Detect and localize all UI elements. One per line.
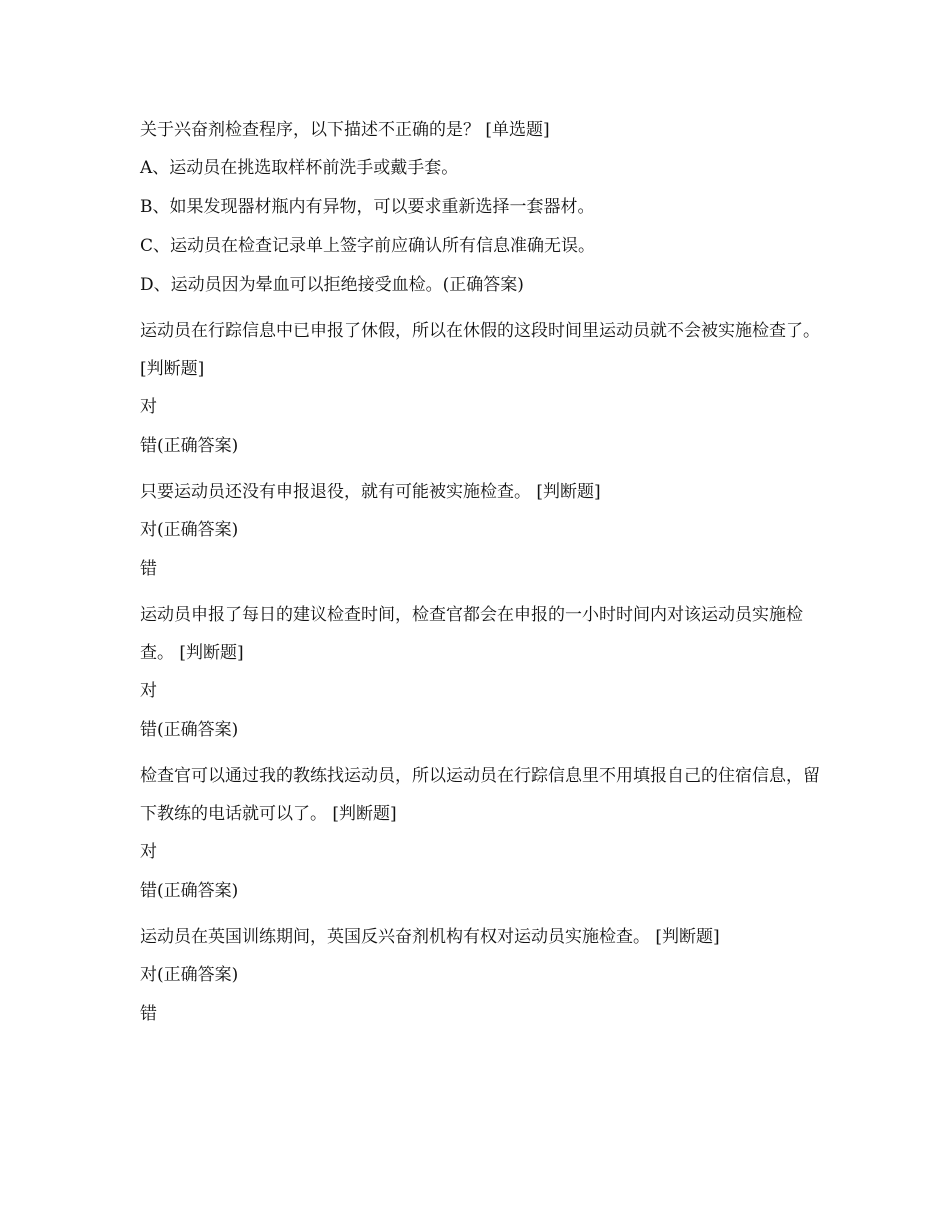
option-true: 对 bbox=[140, 681, 157, 701]
option-true: 对(正确答案) bbox=[140, 520, 239, 540]
question-block bbox=[140, 918, 820, 1034]
question-text: 只要运动员还没有申报退役，就有可能被实施检查。 [判断题] bbox=[140, 482, 601, 502]
question-text: 运动员在英国训练期间，英国反兴奋剂机构有权对运动员实施检查。 [判断题] bbox=[140, 927, 720, 947]
question-text: 检查官可以通过我的教练找运动员，所以运动员在行踪信息里不用填报自己的住宿信息，留下教练的电话就可以了。 [判断题] bbox=[140, 766, 820, 824]
question-block bbox=[140, 596, 820, 750]
option-true: 对(正确答案) bbox=[140, 965, 239, 985]
option-false: 错 bbox=[140, 1004, 157, 1024]
option-true: 对 bbox=[140, 397, 157, 417]
question-block bbox=[140, 473, 820, 589]
option-d: D、运动员因为晕血可以拒绝接受血检。(正确答案) bbox=[140, 275, 524, 295]
question-text: 运动员申报了每日的建议检查时间，检查官都会在申报的一小时时间内对该运动员实施检查。 [判断题] bbox=[140, 605, 803, 663]
option-false: 错(正确答案) bbox=[140, 881, 239, 901]
option-false: 错(正确答案) bbox=[140, 436, 239, 456]
question-block bbox=[140, 111, 820, 305]
question-text: 关于兴奋剂检查程序，以下描述不正确的是？ [单选题] bbox=[140, 120, 550, 140]
option-a: A、运动员在挑选取样杯前洗手或戴手套。 bbox=[140, 158, 459, 178]
question-list bbox=[140, 111, 820, 1041]
question-block bbox=[140, 312, 820, 466]
option-false: 错(正确答案) bbox=[140, 720, 239, 740]
question-block bbox=[140, 757, 820, 911]
option-b: B、如果发现器材瓶内有异物，可以要求重新选择一套器材。 bbox=[140, 197, 595, 217]
option-false: 错 bbox=[140, 559, 157, 579]
option-c: C、运动员在检查记录单上签字前应确认所有信息准确无误。 bbox=[140, 236, 596, 256]
question-text: 运动员在行踪信息中已申报了休假，所以在休假的这段时间里运动员就不会被实施检查了。 [判断题] bbox=[140, 321, 820, 379]
option-true: 对 bbox=[140, 842, 157, 862]
